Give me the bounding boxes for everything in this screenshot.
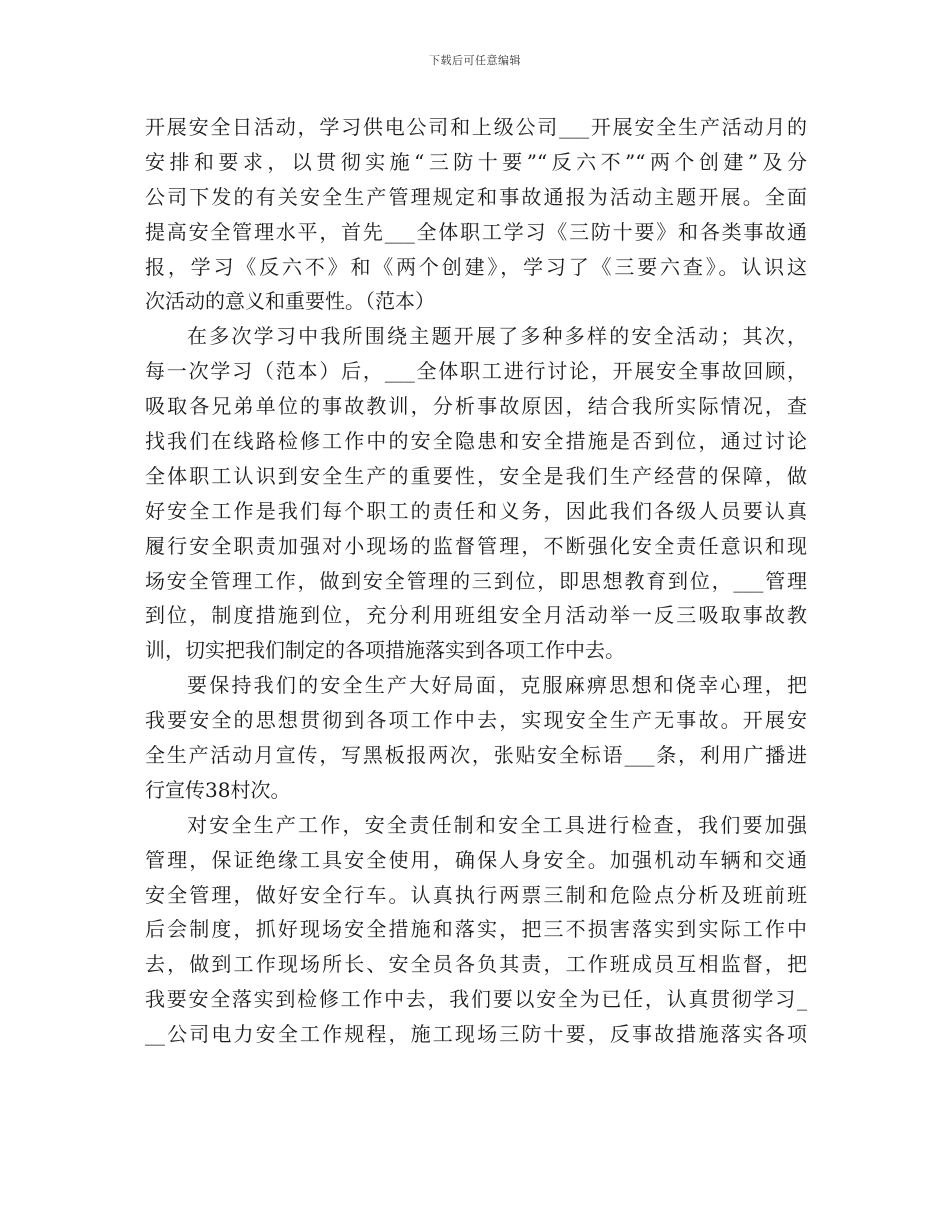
text-line: 全生产活动月宣传，写黑板报两次，张贴安全标语___条，利用广播进 (145, 743, 807, 768)
page-header: 下载后可任意编辑 (429, 54, 521, 67)
text-line: 场安全管理工作，做到安全管理的三到位，即思想教育到位，___管理 (145, 568, 807, 593)
text-line: 安排和要求，以贯彻实施“三防十要”“反六不”“两个创建”及分 (145, 149, 807, 174)
text-line: 每一次学习（范本）后，___全体职工进行讨论，开展安全事故回顾， (145, 359, 807, 384)
text-line: 管理，保证绝缘工具安全使用，确保人身安全。加强机动车辆和交通 (145, 847, 807, 872)
document-body (145, 110, 807, 1052)
text-line: 行宣传38村次。 (145, 777, 291, 802)
text-line: 报，学习《反六不》和《两个创建》，学习了《三要六查》。认识这 (145, 254, 807, 279)
text-line: 吸取各兄弟单位的事故教训，分析事故原因，结合我所实际情况，查 (145, 394, 807, 419)
text-line: __公司电力安全工作规程，施工现场三防十要，反事故措施落实各项 (145, 1022, 807, 1047)
text-line: 开展安全日活动，学习供电公司和上级公司___开展安全生产活动月的 (145, 115, 807, 139)
text-line: 我要安全落实到检修工作中去，我们要以安全为已任，认真贯彻学习_ (145, 987, 807, 1012)
text-line: 到位，制度措施到位，充分利用班组安全月活动举一反三吸取事故教 (145, 603, 807, 628)
text-line: 要保持我们的安全生产大好局面，克服麻痹思想和侥幸心理，把 (187, 673, 807, 698)
text-line: 找我们在线路检修工作中的安全隐患和安全措施是否到位，通过讨论 (145, 429, 807, 454)
text-line: 次活动的意义和重要性。（范本） (145, 289, 435, 314)
text-line: 全体职工认识到安全生产的重要性，安全是我们生产经营的保障，做 (145, 463, 807, 488)
text-line: 好安全工作是我们每个职工的责任和义务，因此我们各级人员要认真 (145, 498, 807, 523)
text-line: 去，做到工作现场所长、安全员各负其责，工作班成员互相监督，把 (145, 952, 807, 977)
text-line: 后会制度，抓好现场安全措施和落实，把三不损害落实到实际工作中 (145, 917, 807, 942)
text-line: 公司下发的有关安全生产管理规定和事故通报为活动主题开展。全面 (145, 184, 807, 209)
text-line: 履行安全职责加强对小现场的监督管理，不断强化安全责任意识和现 (145, 533, 807, 558)
text-line: 安全管理，做好安全行车。认真执行两票三制和危险点分析及班前班 (145, 882, 807, 907)
text-line: 对安全生产工作，安全责任制和安全工具进行检查，我们要加强 (187, 812, 807, 837)
text-line: 在多次学习中我所围绕主题开展了多种多样的安全活动；其次， (187, 324, 807, 349)
text-line: 训，切实把我们制定的各项措施落实到各项工作中去。 (145, 638, 625, 663)
text-line: 我要安全的思想贯彻到各项工作中去，实现安全生产无事故。开展安 (145, 708, 807, 733)
text-line: 提高安全管理水平，首先___全体职工学习《三防十要》和各类事故通 (145, 219, 807, 244)
